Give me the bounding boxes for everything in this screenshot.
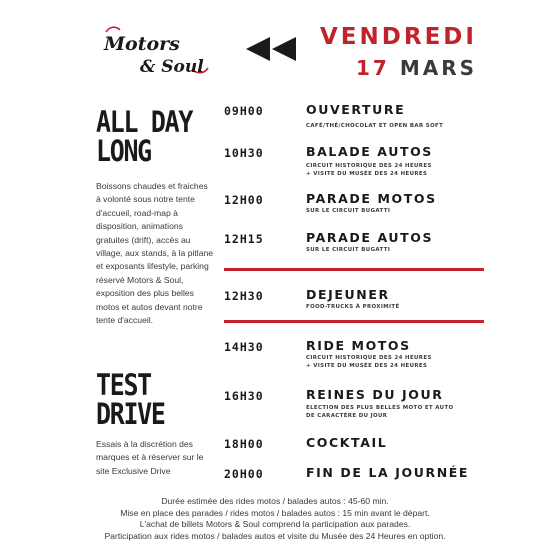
schedule-subtitle: DE CARACTÈRE DU JOUR — [306, 413, 388, 419]
date-number: 17 — [356, 56, 390, 80]
schedule-time: 10H30 — [224, 146, 264, 160]
date-month: MARS — [399, 56, 477, 80]
schedule-subtitle: ELECTION DES PLUS BELLES MOTO ET AUTO — [306, 405, 454, 411]
logo-graphic — [96, 18, 216, 80]
schedule-title: COCKTAIL — [306, 435, 388, 450]
logo-line-1: Motors — [104, 33, 180, 55]
logo-line-2: & Soul — [140, 57, 204, 77]
footer-notes — [0, 496, 550, 542]
schedule-time: 16H30 — [224, 389, 264, 403]
schedule-time: 12H15 — [224, 232, 264, 246]
schedule-subtitle: + VISITE DU MUSÉE DES 24 HEURES — [306, 363, 428, 369]
schedule-title: RIDE MOTOS — [306, 338, 411, 353]
all-day-long-heading — [96, 105, 193, 168]
schedule-time: 09H00 — [224, 104, 264, 118]
schedule-time: 12H00 — [224, 193, 264, 207]
schedule-title: OUVERTURE — [306, 102, 406, 117]
schedule-title: FIN DE LA JOURNÉE — [306, 465, 470, 480]
footer-line: Durée estimée des rides motos / balades autos : 45-60 min. — [161, 496, 389, 506]
schedule-time: 20H00 — [224, 467, 264, 481]
schedule-subtitle: SUR LE CIRCUIT BUGATTI — [306, 208, 391, 214]
rewind-icon — [244, 36, 304, 62]
schedule-title: REINES DU JOUR — [306, 387, 444, 402]
schedule-subtitle: CAFÉ/THÉ/CHOCOLAT ET OPEN BAR SOFT — [306, 123, 444, 129]
all-day-title-line-1: ALL DAY — [96, 105, 193, 139]
test-drive-heading — [96, 368, 165, 431]
test-drive-description: Essais à la discrétion des marques et à réserver sur le site Exclusive Drive — [96, 439, 204, 476]
motors-and-soul-logo — [96, 18, 216, 80]
schedule-title: PARADE MOTOS — [306, 191, 437, 206]
section-divider — [224, 320, 484, 323]
date-day: VENDREDI — [320, 24, 477, 50]
schedule-title: BALADE AUTOS — [306, 144, 433, 159]
all-day-description: Boissons chaudes et fraiches à volonté sous notre tente d'accueil, road-map à disposition, animations gratuites (drift), accès au village, aux stands, à la pitlane et exposants lifestyle, parking réservé Motors & Soul, exposition des plus belles motos et autos devant notre tente d'accueil. — [96, 181, 214, 326]
schedule-time: 14H30 — [224, 340, 264, 354]
schedule-subtitle: + VISITE DU MUSÉE DES 24 HEURES — [306, 171, 428, 177]
test-drive-title-line-2: DRIVE — [96, 397, 165, 431]
all-day-title-line-2: LONG — [96, 134, 151, 168]
schedule-time: 12H30 — [224, 289, 264, 303]
footer-line: Participation aux rides motos / balades autos et visite du Musée des 24 Heures en option. — [104, 530, 446, 541]
footer-line: L'achat de billets Motors & Soul comprend la participation aux parades. — [139, 519, 411, 530]
schedule-subtitle: FOOD-TRUCKS À PROXIMITÉ — [306, 304, 400, 310]
date-number-month — [356, 56, 477, 80]
schedule-time: 18H00 — [224, 437, 264, 451]
schedule-title: DEJEUNER — [306, 287, 390, 302]
footer-line: Mise en place des parades / rides motos / balades autos : 15 min avant le départ. — [120, 507, 430, 518]
schedule-subtitle: SUR LE CIRCUIT BUGATTI — [306, 247, 391, 253]
test-drive-title-line-1: TEST — [96, 368, 151, 402]
schedule-subtitle: CIRCUIT HISTORIQUE DES 24 HEURES — [306, 163, 432, 169]
schedule-title: PARADE AUTOS — [306, 230, 434, 245]
section-divider — [224, 268, 484, 271]
schedule-subtitle: CIRCUIT HISTORIQUE DES 24 HEURES — [306, 355, 432, 361]
